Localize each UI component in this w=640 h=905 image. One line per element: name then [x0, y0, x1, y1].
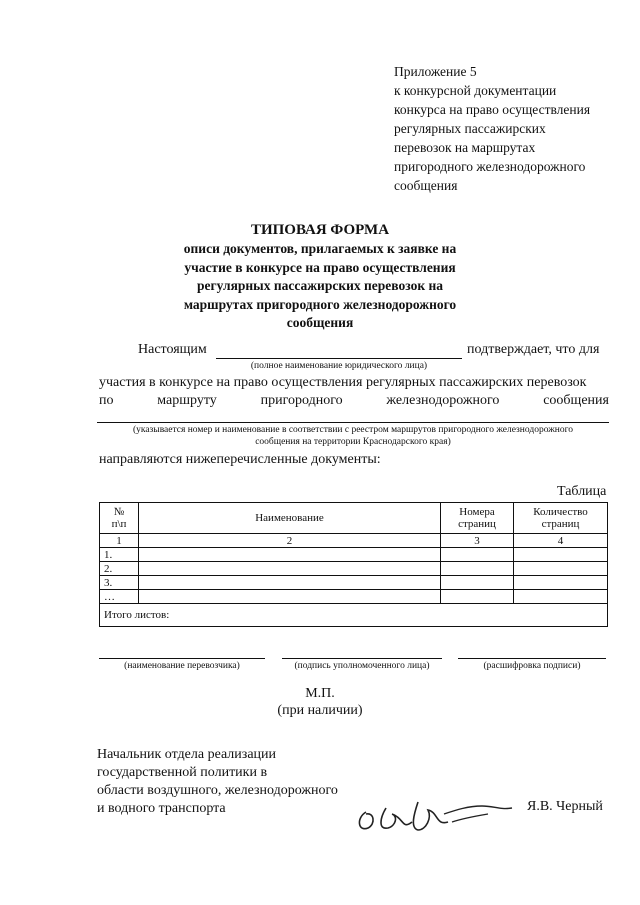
row-number: 1.	[100, 548, 139, 562]
stamp-if-any: (при наличии)	[277, 703, 363, 718]
table-cell[interactable]	[441, 562, 514, 576]
table-cell[interactable]	[514, 576, 608, 590]
route-hint-2: сообщения на территории Краснодарского края)	[255, 437, 451, 447]
table-row	[100, 576, 608, 590]
row-number: 3.	[100, 576, 139, 590]
appendix-line: Приложение 5	[394, 64, 477, 79]
stamp-mp: М.П.	[305, 686, 335, 701]
signature-line[interactable]	[282, 658, 442, 659]
table-cell[interactable]	[139, 548, 441, 562]
signature-hint: (подпись уполномоченного лица)	[294, 661, 430, 671]
title-line: участие в конкурсе на право осуществления	[184, 259, 456, 275]
header-name: Наименование	[139, 503, 441, 534]
title-line: регулярных пассажирских перевозок на	[196, 278, 444, 293]
table-row	[100, 548, 608, 562]
entity-name-hint: (полное наименование юридического лица)	[250, 361, 428, 371]
carrier-line[interactable]	[99, 658, 265, 659]
appendix-line: перевозок на маршрутах	[394, 140, 536, 155]
table-label: Таблица	[557, 484, 607, 499]
form-title-subtitle	[150, 240, 490, 333]
table-cell[interactable]	[441, 576, 514, 590]
position-line: области воздушного, железнодорожного	[97, 783, 338, 798]
table-header-row	[100, 503, 608, 534]
position-line: Начальник отдела реализации	[97, 747, 277, 762]
route-hint-1: (указывается номер и наименование в соответствии с реестром маршрутов пригородного железнодорожного	[132, 425, 574, 435]
entity-name-line[interactable]	[216, 358, 462, 359]
table-cell[interactable]	[139, 576, 441, 590]
documents-table	[99, 502, 608, 627]
table-cell: 1	[100, 534, 139, 548]
official-name: Я.В. Черный	[527, 799, 603, 814]
table-index-row	[100, 534, 608, 548]
statement-word: сообщения	[543, 393, 609, 408]
carrier-hint: (наименование перевозчика)	[124, 661, 240, 671]
table-cell: 4	[514, 534, 608, 548]
row-number: 2.	[100, 562, 139, 576]
table-total-row	[100, 604, 608, 627]
appendix-line: конкурса на право осуществления	[394, 102, 591, 117]
handwritten-signature	[352, 792, 532, 842]
title-line: маршрутах пригородного железнодорожного	[183, 296, 457, 312]
route-line[interactable]	[97, 422, 609, 423]
form-title	[150, 222, 490, 333]
header-number: № п\п	[100, 503, 139, 534]
appendix-header	[394, 62, 630, 195]
table-cell[interactable]	[139, 562, 441, 576]
table-cell[interactable]	[441, 590, 514, 604]
statement-prefix: Настоящим	[138, 342, 207, 357]
appendix-line: регулярных пассажирских	[394, 121, 546, 136]
statement-line-2: участия в конкурсе на право осуществления регулярных пассажирских перевозок	[99, 375, 587, 390]
table-cell[interactable]	[514, 562, 608, 576]
title-line: описи документов, прилагаемых к заявке на	[183, 241, 457, 256]
statement-word: маршруту	[157, 393, 217, 408]
position-line: и водного транспорта	[97, 801, 226, 816]
appendix-line: сообщения	[394, 178, 458, 193]
row-number: …	[100, 590, 139, 604]
header-pages: Номера страниц	[441, 503, 514, 534]
statement-word: железнодорожного	[386, 393, 500, 408]
decode-line[interactable]	[458, 658, 606, 659]
statement-line-3	[99, 393, 609, 409]
statement-word: пригородного	[260, 393, 343, 408]
table-cell[interactable]	[441, 548, 514, 562]
table-cell[interactable]	[514, 590, 608, 604]
header-count: Количество страниц	[514, 503, 608, 534]
table-cell: 2	[139, 534, 441, 548]
official-position	[97, 746, 338, 818]
appendix-line: к конкурсной документации	[394, 83, 557, 98]
title-line: сообщения	[286, 315, 354, 330]
table-row	[100, 562, 608, 576]
decode-hint: (расшифровка подписи)	[483, 661, 581, 671]
table-row	[100, 590, 608, 604]
position-line: государственной политики в	[97, 765, 268, 780]
statement-word: по	[99, 393, 114, 408]
form-title-main: ТИПОВАЯ ФОРМА	[250, 222, 390, 238]
table-cell: 3	[441, 534, 514, 548]
table-cell[interactable]	[139, 590, 441, 604]
total-label: Итого листов:	[100, 604, 608, 627]
table-cell[interactable]	[514, 548, 608, 562]
statement-line-4: направляются нижеперечисленные документы:	[99, 452, 381, 467]
statement-suffix: подтверждает, что для	[467, 342, 600, 357]
appendix-line: пригородного железнодорожного	[394, 159, 586, 174]
